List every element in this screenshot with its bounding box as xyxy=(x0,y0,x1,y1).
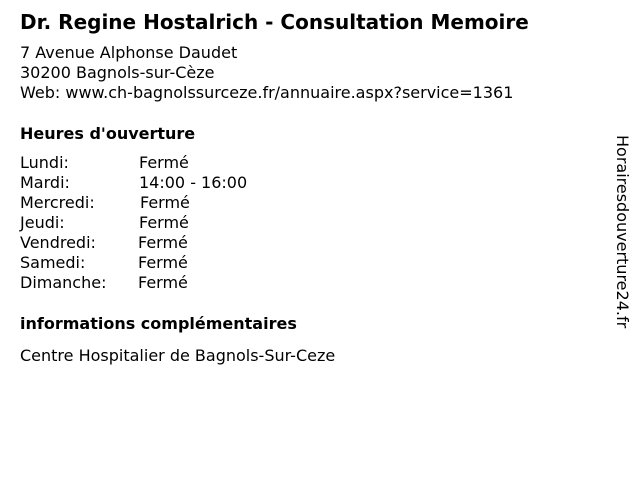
day-label: Samedi: xyxy=(20,253,86,272)
hours-value: Fermé xyxy=(138,273,188,292)
address-street: 7 Avenue Alphonse Daudet xyxy=(20,43,238,62)
hours-row-monday xyxy=(20,153,320,173)
hours-value: Fermé xyxy=(140,193,190,212)
hours-row-tuesday xyxy=(20,173,320,193)
hours-value: 14:00 - 16:00 xyxy=(139,173,248,192)
hours-row-friday xyxy=(20,233,320,253)
page-title: Dr. Regine Hostalrich - Consultation Memoire xyxy=(20,10,529,34)
opening-hours-heading: Heures d'ouverture xyxy=(20,124,196,143)
address-city: 30200 Bagnols-sur-Cèze xyxy=(20,63,215,82)
hours-value: Fermé xyxy=(138,253,188,272)
day-label: Jeudi: xyxy=(20,213,65,232)
day-label: Mardi: xyxy=(20,173,70,192)
additional-info-text: Centre Hospitalier de Bagnols-Sur-Ceze xyxy=(20,346,336,365)
day-label: Vendredi: xyxy=(20,233,96,252)
day-label: Mercredi: xyxy=(20,193,95,212)
day-label: Lundi: xyxy=(20,153,69,172)
hours-value: Fermé xyxy=(139,153,189,172)
address-web: Web: www.ch-bagnolssurceze.fr/annuaire.aspx?service=1361 xyxy=(20,83,514,102)
hours-value: Fermé xyxy=(138,233,188,252)
address-block xyxy=(20,43,513,103)
day-label: Dimanche: xyxy=(20,273,107,292)
site-brand-vertical: Horairesdouverture24.fr xyxy=(613,135,632,329)
hours-row-wednesday xyxy=(20,193,320,213)
hours-value: Fermé xyxy=(139,213,189,232)
hours-row-sunday xyxy=(20,273,320,293)
hours-row-thursday xyxy=(20,213,320,233)
additional-info-heading: informations complémentaires xyxy=(20,314,297,333)
opening-hours-list xyxy=(20,153,320,293)
hours-row-saturday xyxy=(20,253,320,273)
